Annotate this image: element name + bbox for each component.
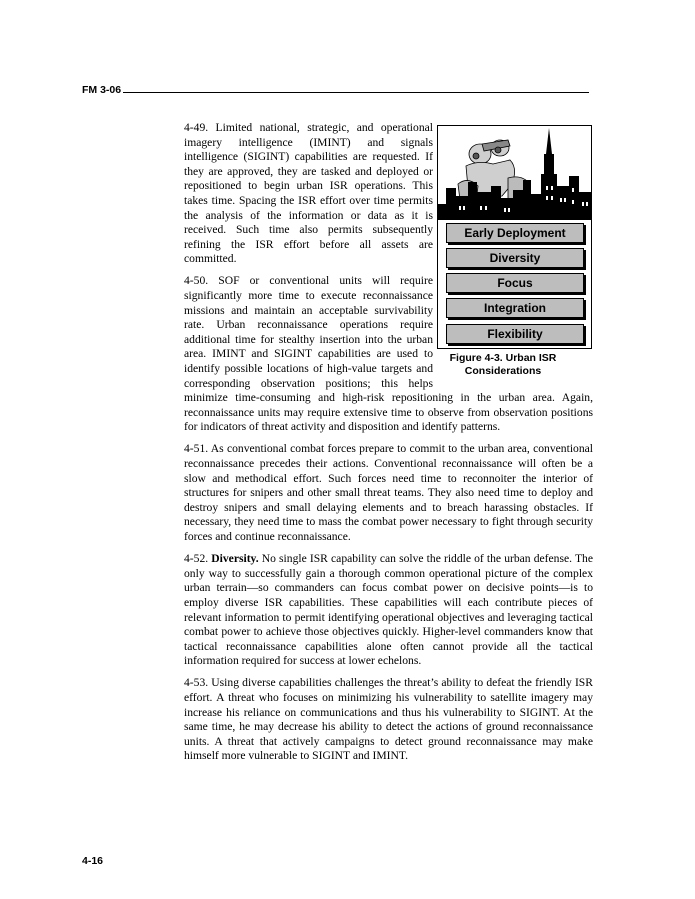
diversity-bar: Diversity xyxy=(446,248,584,268)
paragraph-4-51: 4-51. As conventional combat forces prepare to commit to the urban area, conventional reconnaissance precedes their actions. Conventional reconnaissance will often be a slow and methodical effort. Such forces need time to reconnoiter the interior of structures for snipers and other small threat teams. They also need time to deploy and destroy snipers and small delaying elements and to breach harassing obstacles. If necessary, they need time to mass the combat power necessary to fight through security forces and continue reconnaissance. xyxy=(184,442,593,544)
flexibility-bar: Flexibility xyxy=(446,324,584,344)
paragraph-4-52-heading: Diversity. xyxy=(211,552,259,566)
manual-header: FM 3-06 xyxy=(82,84,122,96)
paragraph-4-50: 4-50. SOF or conventional units will require significantly more time to execute reconnaissance missions and maintain an acceptable survivability rate. Urban reconnaissance operations require additional time for stealthy insertion into the urban area. IMINT and SIGINT capabilities are used to identify possible locations of high-value targets and corresponding observation positions; this helps minimize time-consuming and high-risk repositioning in the urban area. Again, reconnaissance units may require extensive time to observe from observation positions for indicators of threat activity and disposition and identify patterns. xyxy=(184,274,593,434)
paragraph-4-49: 4-49. Limited national, strategic, and operational imagery intelligence (IMINT) and signals intelligence (SIGINT) capabilities are requested. If they are approved, they are tasked and deployed or repositioned to begin urban ISR operations. This takes time. Spacing the ISR effort over time permits the analysis of the information or data as it is received. Such time also permits subsequently refining the ISR effort before all assets are committed. xyxy=(184,121,433,266)
early-deployment-bar: Early Deployment xyxy=(446,223,584,243)
paragraph-4-52-body: No single ISR capability can solve the riddle of the urban defense. The only way to successfully gain a thorough common operational picture of the complex urban terrain—so commanders can focus combat power on decisive points—is to employ diverse ISR capabilities. These capabilities will each contribute pieces of relevant information to permit identifying operational objectives and leveraging tactical combat power to achieve those objectives quickly. Higher-level commanders know that tactical reconnaissance capabilities alone often cannot provide all the tactical information required for success at lower echelons. xyxy=(184,552,593,668)
paragraph-4-52 xyxy=(184,552,593,669)
header-rule xyxy=(123,92,589,93)
body-text xyxy=(184,121,593,771)
figure-spacer xyxy=(433,121,593,383)
figure-caption: Figure 4-3. Urban ISR Considerations xyxy=(449,352,557,377)
paragraph-4-53: 4-53. Using diverse capabilities challenges the threat’s ability to defeat the friendly ISR effort. A threat who focuses on minimizing his vulnerability to satellite imagery may increase his reliance on communications and thus his vulnerability to SIGINT. At the same time, he may decrease his ability to detect the actions of ground reconnaissance units. A threat that actively campaigns to detect ground reconnaissance may make himself more vulnerable to SIGINT and IMINT. xyxy=(184,676,593,763)
paragraph-4-52-number: 4-52. xyxy=(184,552,209,566)
integration-bar: Integration xyxy=(446,298,584,318)
focus-bar: Focus xyxy=(446,273,584,293)
page-number: 4-16 xyxy=(82,855,104,867)
